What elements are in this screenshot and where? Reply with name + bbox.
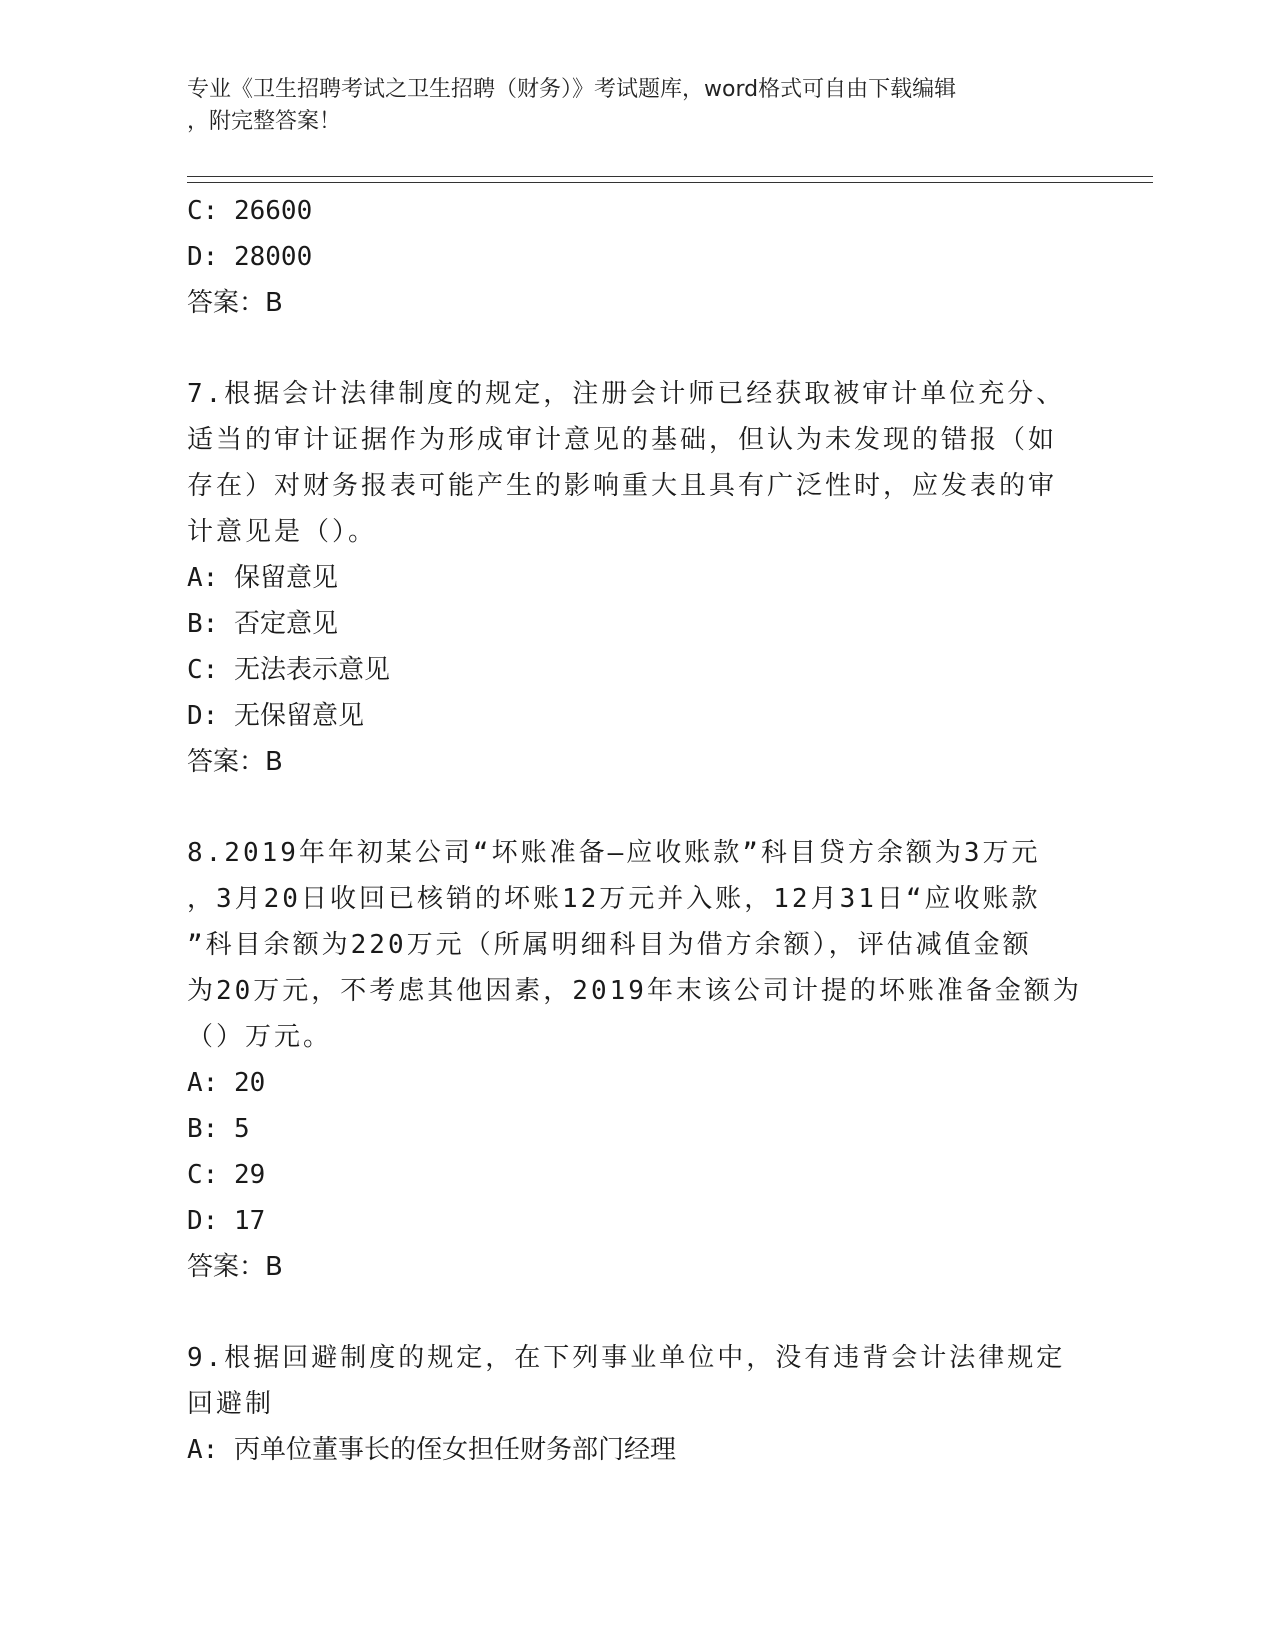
- question-text-line: 计意见是（）。: [187, 517, 378, 547]
- question-content: [187, 188, 1087, 1473]
- question-text-line: 8.2019年年初某公司“坏账准备—应收账款”科目贷方余额为3万元: [187, 838, 1041, 868]
- page-header: [187, 74, 1067, 138]
- question-text-line: 回避制: [187, 1389, 275, 1419]
- answer-line: 答案：B: [187, 288, 283, 318]
- question-text-line: 为20万元，不考虑其他因素，2019年末该公司计提的坏账准备金额为: [187, 976, 1082, 1006]
- option-a: A: 20: [187, 1068, 266, 1098]
- answer-line: 答案：B: [187, 1252, 283, 1282]
- header-line-1: 专业《卫生招聘考试之卫生招聘（财务）》考试题库，word格式可自由下载编辑: [187, 77, 957, 102]
- question-text-line: 7.根据会计法律制度的规定，注册会计师已经获取被审计单位充分、: [187, 379, 1066, 409]
- question-text-line: 存在）对财务报表可能产生的影响重大且具有广泛性时，应发表的审: [187, 471, 1058, 501]
- option-a: A: 丙单位董事长的侄女担任财务部门经理: [187, 1435, 676, 1465]
- option-c: C: 26600: [187, 196, 313, 226]
- option-b: B: 5: [187, 1114, 250, 1144]
- option-c: C: 无法表示意见: [187, 655, 390, 685]
- question-8: [187, 830, 1087, 1290]
- answer-line: 答案：B: [187, 747, 283, 777]
- option-c: C: 29: [187, 1160, 266, 1190]
- option-a: A: 保留意见: [187, 563, 338, 593]
- option-d: D: 无保留意见: [187, 701, 364, 731]
- option-b: B: 否定意见: [187, 609, 338, 639]
- option-d: D: 28000: [187, 242, 313, 272]
- header-divider-bottom: [187, 182, 1153, 183]
- question-7: [187, 371, 1087, 785]
- question-text-line: 9.根据回避制度的规定，在下列事业单位中，没有违背会计法律规定: [187, 1343, 1066, 1373]
- question-text-line: 适当的审计证据作为形成审计意见的基础，但认为未发现的错报（如: [187, 425, 1058, 455]
- option-d: D: 17: [187, 1206, 266, 1236]
- question-text-line: （）万元。: [187, 1022, 333, 1052]
- header-line-2: ，附完整答案！: [187, 109, 342, 134]
- question-9: [187, 1335, 1087, 1473]
- question-text-line: ”科目余额为220万元（所属明细科目为借方余额），评估减值金额: [187, 930, 1032, 960]
- header-divider-top: [187, 176, 1153, 177]
- question-text-line: ，3月20日收回已核销的坏账12万元并入账，12月31日“应收账款: [187, 884, 1041, 914]
